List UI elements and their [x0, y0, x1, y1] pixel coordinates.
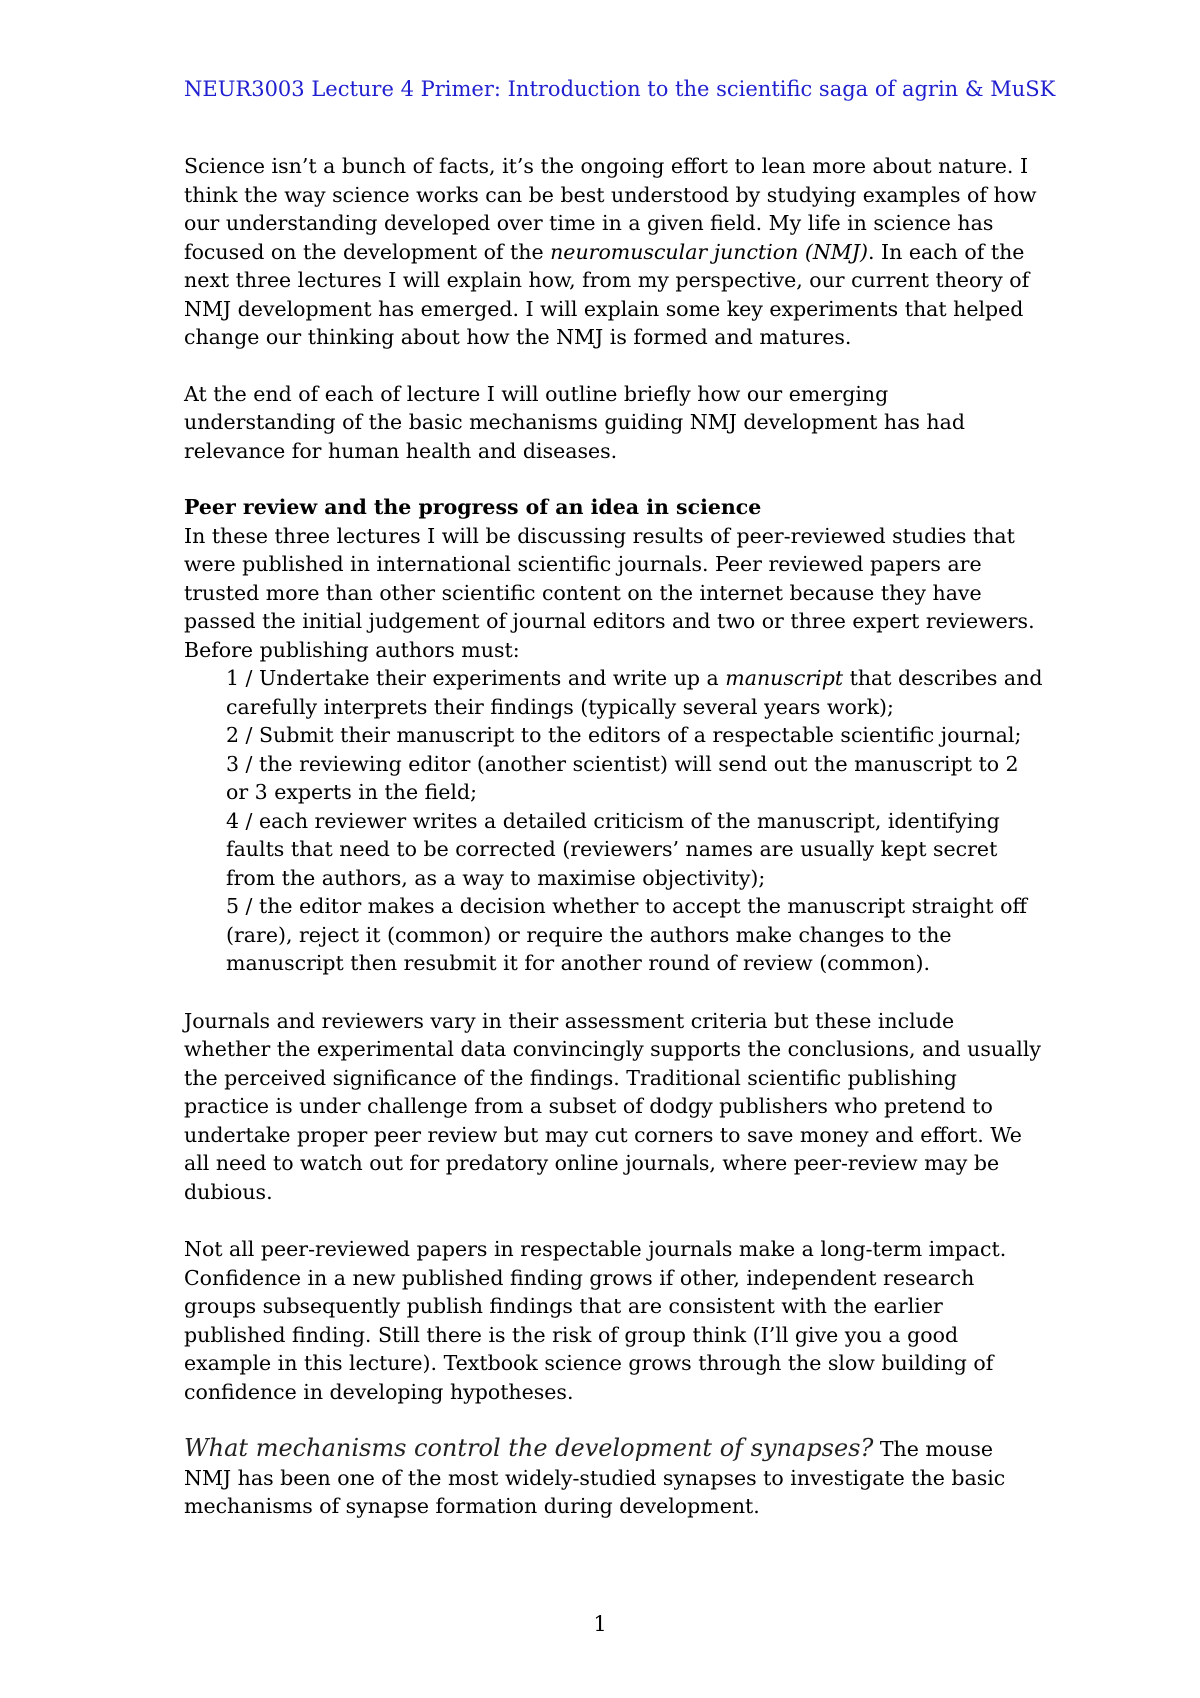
list-item	[226, 664, 1044, 721]
peer-review-steps-list	[184, 664, 1044, 978]
list-item: 3 / the reviewing editor (another scientist) will send out the manuscript to 2 or 3 experts in the field;	[226, 751, 1019, 804]
section-heading-peer-review: Peer review and the progress of an idea in science	[184, 495, 762, 519]
intro-text-part-2: . In each of the next three lectures I will explain how, from my perspective, our current theory of NMJ development has emerged. I will explain some key experiments that helped change our thinking about how the NMJ is formed and matures.	[184, 239, 1030, 349]
list-item: 2 / Submit their manuscript to the editors of a respectable scientific journal;	[226, 723, 1022, 747]
impact-paragraph: Not all peer-reviewed papers in respectable journals make a long-term impact. Confidence in a new published finding grows if other, independent research groups subsequently publish findings that are consistent with the earlier published finding. Still there is the risk of group think (I’ll give you a good example in this lecture). Textbook science grows through the slow building of confidence in developing hypotheses.	[184, 1237, 1007, 1404]
mechanisms-text: The mouse NMJ has been one of the most widely-studied synapses to investigate the basic mechanisms of synapse formation during development.	[184, 1437, 1006, 1518]
intro-paragraph-2: At the end of each of lecture I will outline briefly how our emerging understanding of the basic mechanisms guiding NMJ development has had relevance for human health and diseases.	[184, 381, 965, 463]
intro-emphasis-nmj: neuromuscular junction (NMJ)	[550, 239, 868, 264]
step-1-text-part-2: that describes and carefully interprets their findings (typically several years work);	[226, 666, 1043, 719]
peer-review-intro: In these three lectures I will be discussing results of peer-reviewed studies that were published in international scientific journals. Peer reviewed papers are trusted more than other scientific content on the internet because they have passed the initial judgement of journal editors and two or three expert reviewers. Before publishing authors must:	[184, 523, 1035, 662]
list-item: 4 / each reviewer writes a detailed criticism of the manuscript, identifying faults that need to be corrected (reviewers’ names are usually kept secret from the authors, as a way to maximise objectivity);	[226, 808, 1000, 890]
document-body	[184, 152, 1044, 1521]
intro-paragraph-1	[184, 152, 1044, 352]
page-number: 1	[593, 1612, 607, 1636]
mechanisms-question: What mechanisms control the development of synapses?	[184, 1434, 874, 1462]
intro-text-part-1: Science isn’t a bunch of facts, it’s the ongoing effort to lean more about nature. I think the way science works can be best understood by studying examples of how our understanding developed over time in a given field. My life in science has focused on the development of the	[184, 154, 1037, 264]
step-1-emphasis-manuscript: manuscript	[725, 666, 844, 690]
journals-paragraph: Journals and reviewers vary in their assessment criteria but these include whether the experimental data convincingly supports the conclusions, and usually the perceived significance of the findings. Traditional scientific publishing practice is under challenge from a subset of dodgy publishers who pretend to undertake proper peer review but may cut corners to save money and effort. We all need to watch out for predatory online journals, where peer-review may be dubious.	[184, 1008, 1041, 1204]
mechanisms-paragraph	[184, 1434, 1044, 1521]
list-item: 5 / the editor makes a decision whether to accept the manuscript straight off (rare), reject it (common) or require the authors make changes to the manuscript then resubmit it for another round of review (common).	[226, 894, 1027, 975]
document-header-title: NEUR3003 Lecture 4 Primer: Introduction to the scientific saga of agrin & MuSK	[184, 77, 1056, 101]
step-1-text-part-1: 1 / Undertake their experiments and write up a	[226, 666, 726, 690]
